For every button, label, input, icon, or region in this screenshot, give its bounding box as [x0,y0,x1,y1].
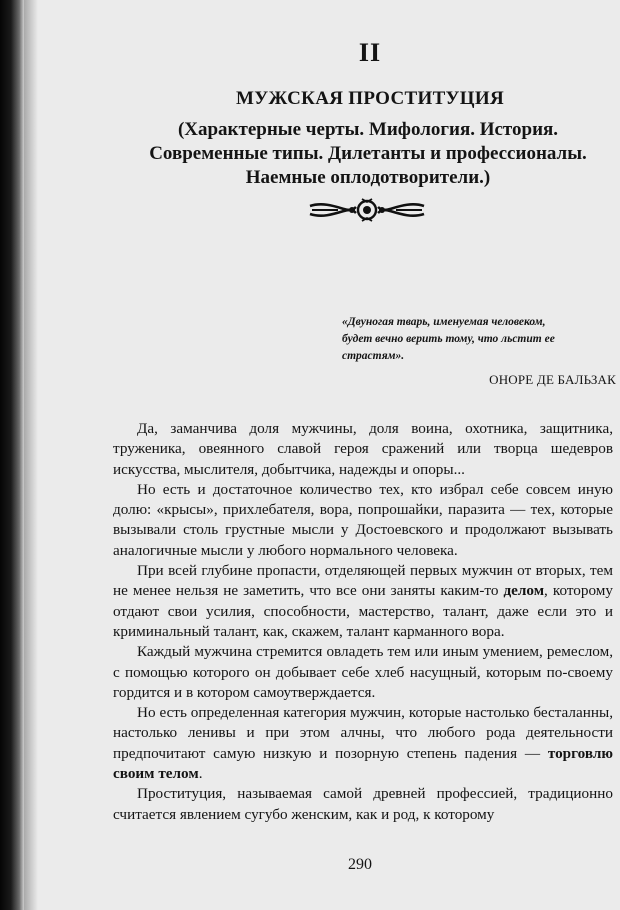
paragraph-text: . [198,765,203,783]
paragraph [113,480,613,561]
chapter-subtitle [96,118,620,190]
body-text [113,419,613,825]
subtitle-line: (Характерные черты. Мифология. История. [177,119,559,140]
paragraph-text: Каждый мужчина стремится овладеть тем или иным умением, ремеслом, с помощью которого он добывает себе хлеб насущный, которым по-своему гордится и в котором самоутверждается. [113,643,613,701]
paragraph [113,642,613,703]
chapter-title: МУЖСКАЯ ПРОСТИТУЦИЯ [236,88,504,109]
epigraph-author: ОНОРЕ ДЕ БАЛЬЗАК [489,372,616,387]
epigraph-line: страстям». [342,350,405,362]
book-spine-shadow [0,0,24,910]
paragraph [113,561,613,642]
paragraph [113,784,613,825]
page-gutter-shadow [24,0,38,910]
epigraph-line: будет вечно верить тому, что льстит ее [342,333,555,345]
chapter-number: II [358,38,382,67]
decorative-vignette-icon [308,197,426,223]
paragraph-text: Но есть определенная категория мужчин, которые настолько бесталанны, настолько ленивы и при этом алчны, что любого рода деятельности предпочитают самую низкую и позорную степень падения — [113,704,613,762]
emphasized-text: делом [503,582,545,600]
epigraph-quote [342,314,620,365]
subtitle-line: Современные типы. Дилетанты и профессионалы. [149,143,587,164]
paragraph-text: , которому отдают свои усилия, способности, мастерство, талант, даже если это и криминальный талант, как, скажем, талант карманного вора. [113,582,613,640]
paragraph-text: Но есть и достаточное количество тех, кто избрал себе совсем иную долю: «крысы», прихлебателя, вора, попрошайки, паразита — тех, которые вызывали столь грустные мысли у Достоевского и продолжают вызывать аналогичные мысли у любого нормального человека. [113,480,613,559]
paragraph [113,419,613,480]
subtitle-line: Наемные оплодотворители.) [245,167,491,188]
paragraph-text: Да, заманчива доля мужчины, доля воина, охотника, защитника, труженика, овеянного славой героя сражений или творца шедевров искусства, мыслителя, добытчика, надежды и опоры... [113,420,613,478]
page-number: 290 [348,856,372,873]
paragraph-text: Проституция, называемая самой древней профессией, традиционно считается явлением сугубо женским, как и род, к которому [113,785,613,823]
paragraph-text: При всей глубине пропасти, отделяющей первых мужчин от вторых, тем не менее нельзя не заметить, что все они заняты каким-то [113,562,613,600]
emphasized-text: торговлю своим телом [113,744,613,783]
paragraph [113,703,613,784]
epigraph-line: «Двуногая тварь, именуемая человеком, [342,316,546,328]
